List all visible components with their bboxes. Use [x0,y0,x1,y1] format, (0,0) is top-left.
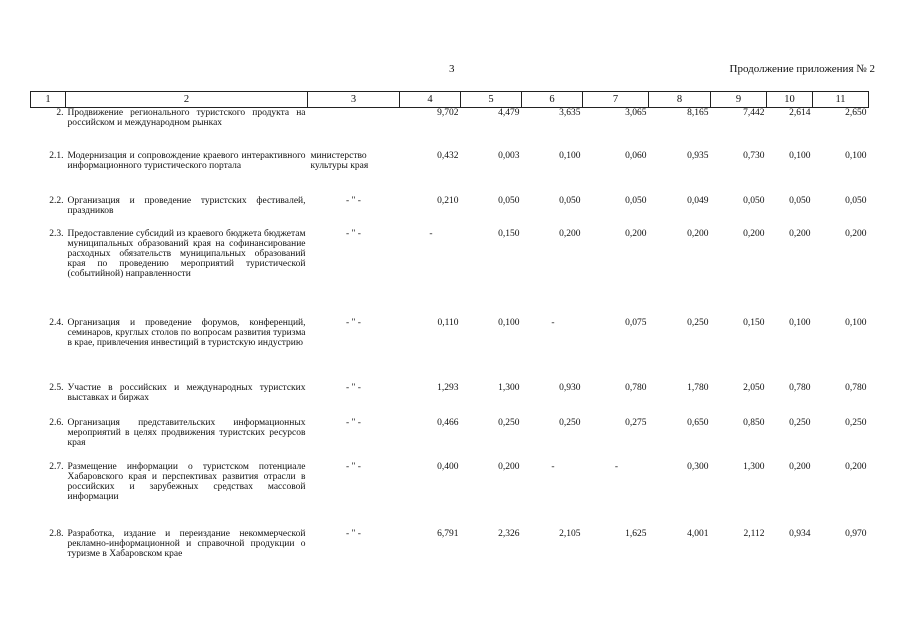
executor: - " - [346,461,361,472]
value-cell: 0,100 [845,317,867,328]
value-cell: 0,780 [789,382,811,393]
value-cell: 1,293 [437,382,459,393]
column-header-3: 3 [308,92,400,108]
column-number-row [31,92,869,108]
value-cell: 2,326 [498,528,520,539]
value-cell: 0,050 [789,195,811,206]
value-cell: 0,250 [687,317,709,328]
value-cell: 0,466 [437,417,459,428]
value-cell: 3,065 [625,108,647,118]
value-cell: 0,250 [498,417,520,428]
value-cell: 0,100 [559,150,581,161]
value-cell: 0,050 [625,195,647,206]
table-row [31,462,869,529]
value-cell: 1,780 [687,382,709,393]
value-cell: 0,650 [687,417,709,428]
value-cell: 2,050 [743,382,765,393]
value-cell: 8,165 [687,108,709,118]
row-number: 2.6. [49,417,64,428]
value-cell: 6,791 [437,528,459,539]
table-row [31,229,869,318]
table-row [31,383,869,418]
column-header-7: 7 [583,92,649,108]
page-number: 3 [449,63,455,75]
value-cell: 0,780 [845,382,867,393]
value-cell: 0,250 [559,417,581,428]
value-cell: 0,730 [743,150,765,161]
table-row [31,418,869,462]
value-cell: - [614,461,619,472]
row-number: 2.4. [49,317,64,328]
table-row [31,196,869,229]
executor: министерство культуры края [310,150,369,171]
row-number: 2.2. [49,195,64,206]
column-header-1: 1 [31,92,66,108]
row-number: 2.3. [49,228,64,239]
activity-name: Участие в российских и международных туристских выставках и биржах [67,382,306,403]
value-cell: 0,200 [845,228,867,239]
row-number: 2.7. [49,461,64,472]
row-number: 2.1. [49,150,64,161]
value-cell: 0,050 [743,195,765,206]
value-cell: 0,400 [437,461,459,472]
value-cell: 0,200 [789,228,811,239]
value-cell: 0,050 [559,195,581,206]
value-cell: 0,210 [437,195,459,206]
activity-name: Модернизация и сопровождение краевого интерактивного информационного туристического портала [67,150,306,171]
value-cell: 1,300 [743,461,765,472]
value-cell: 0,432 [437,150,459,161]
activity-name: Продвижение регионального туристского продукта на российском и международном рынках [67,108,306,128]
appendix-table [30,91,869,589]
value-cell: 1,625 [625,528,647,539]
executor: - " - [346,317,361,328]
value-cell: - [551,461,555,472]
value-cell: 9,702 [437,108,459,118]
executor: - " - [346,382,361,393]
value-cell: 0,200 [845,461,867,472]
activity-name: Размещение информации о туристском потенциале Хабаровского края и перспективах развития отрасли в российских и зарубежных средствах массовой информации [67,461,306,502]
row-number: 2.5. [49,382,64,393]
value-cell: 4,001 [687,528,709,539]
row-number: 2.8. [49,528,64,539]
executor: - " - [346,228,361,239]
value-cell: 0,050 [845,195,867,206]
value-cell: 0,150 [743,317,765,328]
executor: - " - [346,417,361,428]
row-number: 2. [56,108,64,118]
activity-name: Организация и проведение форумов, конференций, семинаров, круглых столов по вопросам развития туризма в крае, привлечения инвестиций в туристскую индустрию [67,317,306,348]
column-header-2: 2 [66,92,308,108]
column-header-10: 10 [767,92,813,108]
column-header-6: 6 [522,92,583,108]
value-cell: 0,075 [625,317,647,328]
table-row [31,151,869,196]
value-cell: 0,970 [845,528,867,539]
value-cell: 0,200 [559,228,581,239]
value-cell: 1,300 [498,382,520,393]
activity-name: Предоставление субсидий из краевого бюджета бюджетам муниципальных образований края на софинансирование расходных обязательств муниципальных образований края по проведению мероприятий туристической (событийной) направленности [67,228,306,279]
value-cell: 7,442 [743,108,765,118]
value-cell: 0,100 [789,317,811,328]
column-header-9: 9 [711,92,767,108]
executor: - " - [346,528,361,539]
value-cell: - [551,317,555,328]
value-cell: 2,650 [845,108,867,118]
continuation-label: Продолжение приложения № 2 [729,63,875,75]
column-header-5: 5 [461,92,522,108]
activity-name: Организация и проведение туристских фестивалей, праздников [67,195,306,216]
executor [308,108,400,151]
value-cell: 0,200 [687,228,709,239]
value-cell: 0,200 [498,461,520,472]
value-cell: 0,850 [743,417,765,428]
value-cell: 2,105 [559,528,581,539]
value-cell: 0,060 [625,150,647,161]
table-row [31,318,869,383]
value-cell: 0,780 [625,382,647,393]
value-cell: - [429,228,433,239]
value-cell: 0,250 [789,417,811,428]
value-cell: 0,200 [625,228,647,239]
column-header-11: 11 [813,92,869,108]
activity-name: Организация представительских информационных мероприятий в целях продвижения туристских ресурсов края [67,417,306,448]
value-cell: 0,049 [687,195,709,206]
column-header-8: 8 [649,92,711,108]
value-cell: 0,300 [687,461,709,472]
activity-name: Разработка, издание и переиздание некоммерческой рекламно-информационной и справочной продукции о туризме в Хабаровском крае [67,528,306,559]
value-cell: 2,112 [743,528,765,539]
value-cell: 0,935 [687,150,709,161]
value-cell: 0,930 [559,382,581,393]
executor: - " - [346,195,361,206]
value-cell: 0,200 [789,461,811,472]
value-cell: 0,003 [498,150,520,161]
value-cell: 0,050 [498,195,520,206]
table-row [31,529,869,589]
value-cell: 0,100 [845,150,867,161]
value-cell: 2,614 [789,108,811,118]
value-cell: 0,275 [625,417,647,428]
table-body [31,108,869,589]
value-cell: 0,150 [498,228,520,239]
value-cell: 0,934 [789,528,811,539]
value-cell: 0,100 [789,150,811,161]
value-cell: 0,200 [743,228,765,239]
value-cell: 0,250 [845,417,867,428]
value-cell: 4,479 [498,108,520,118]
value-cell: 0,100 [498,317,520,328]
table-row [31,108,869,151]
value-cell: 0,110 [437,317,459,328]
value-cell: 3,635 [559,108,581,118]
column-header-4: 4 [400,92,461,108]
